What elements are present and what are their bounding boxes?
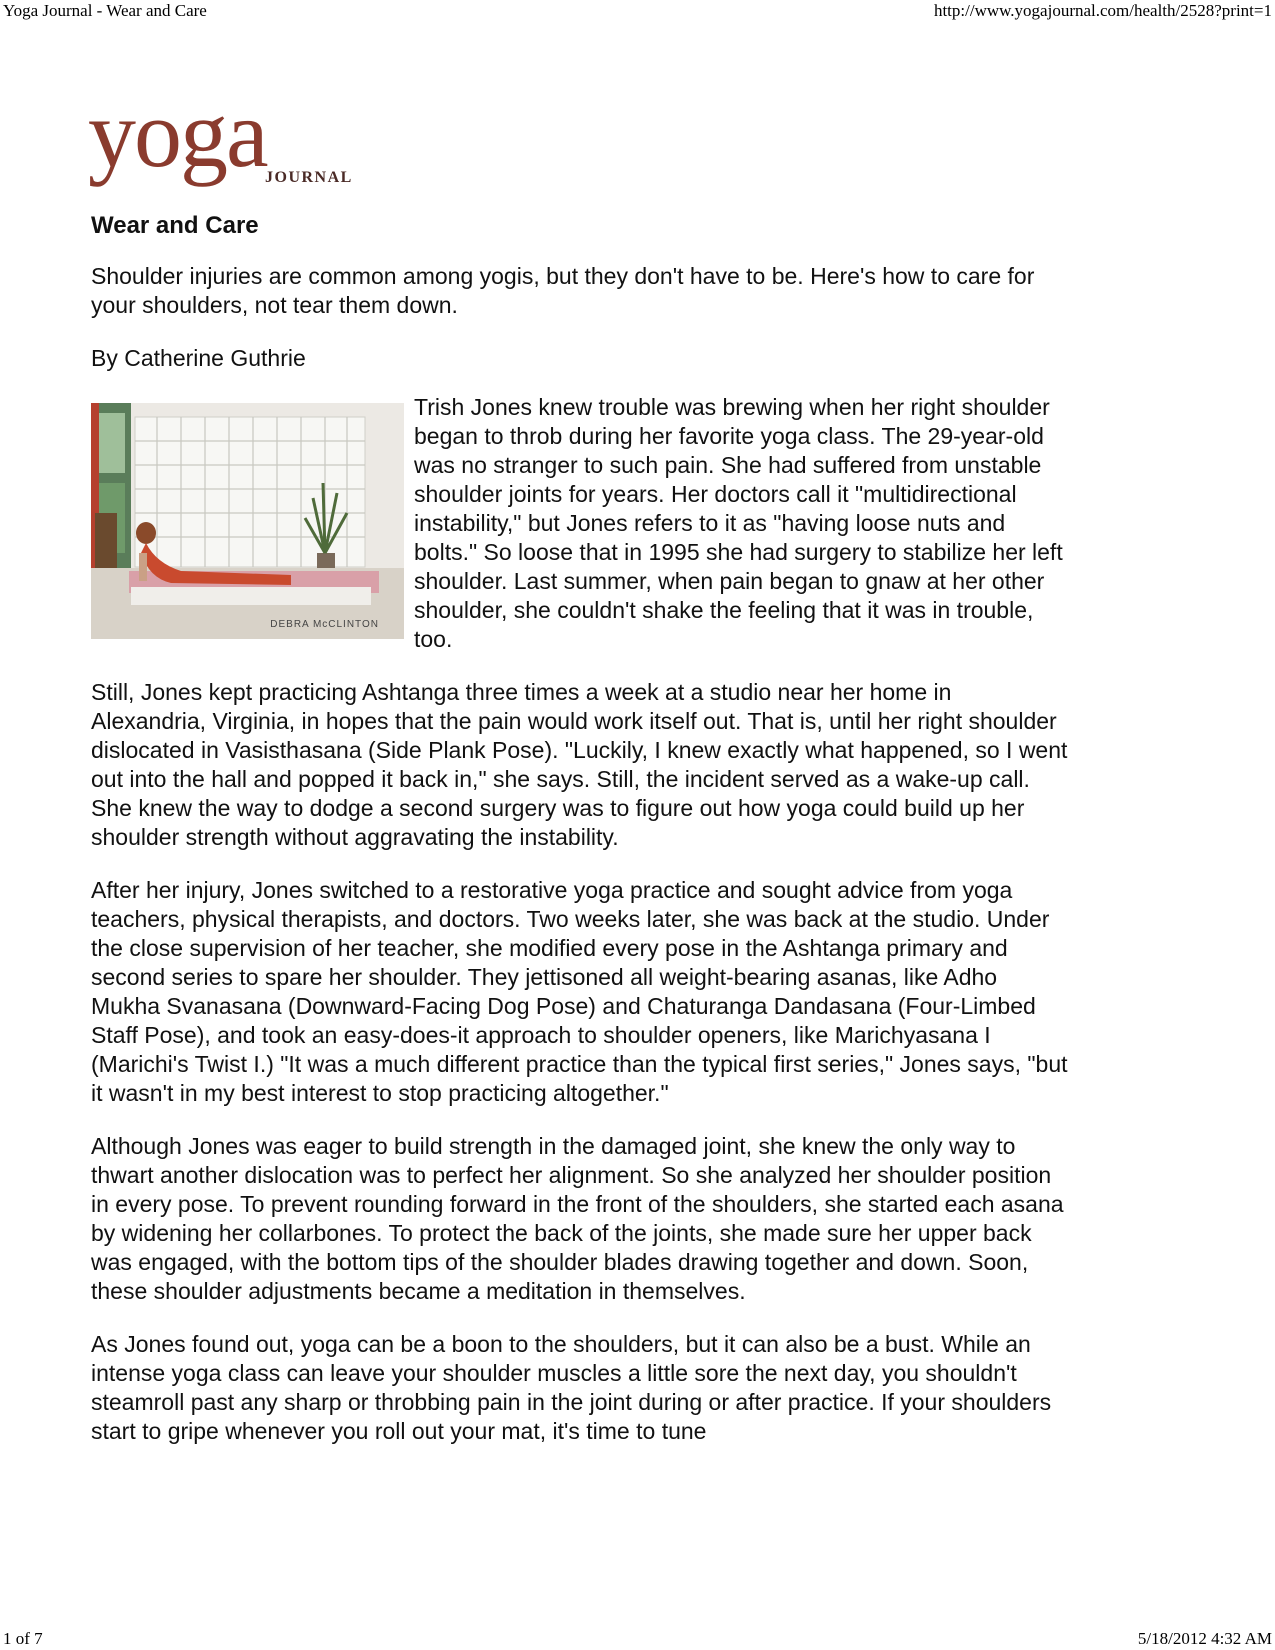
article-byline: By Catherine Guthrie [91,345,306,371]
print-header [0,0,1275,22]
article-title: Wear and Care [91,212,259,239]
article-paragraph-2: Still, Jones kept practicing Ashtanga three times a week at a studio near her home in Alexandria, Virginia, in hopes that the pain would work itself out. That is, until her right shoulder dislocated in Vasisthasana (Side Plank Pose). "Luckily, I knew exactly what happened, so I went out into the hall and popped it back in," she says. Still, the incident served as a wake-up call. She knew the way to dodge a second surgery was to figure out how yoga could build up her shoulder strength without aggravating the instability. [91,679,1068,850]
yoga-journal-logo [88,80,378,200]
page-number: 1 of 7 [3,1629,43,1648]
page-title-header: Yoga Journal - Wear and Care [3,1,207,20]
article-photo [91,403,404,639]
logo-word: yoga [88,80,267,187]
article [91,212,1071,1470]
yoga-pose-illustration [91,403,404,639]
print-datetime: 5/18/2012 4:32 AM [1137,1629,1272,1648]
article-paragraph-3: After her injury, Jones switched to a restorative yoga practice and sought advice from yoga teachers, physical therapists, and doctors. Two weeks later, she was back at the studio. Under the close supervision of her teacher, she modified every pose in the Ashtanga primary and second series to spare her shoulder. They jettisoned all weight-bearing asanas, like Adho Mukha Svanasana (Downward-Facing Dog Pose) and Chaturanga Dandasana (Four-Limbed Staff Pose), and took an easy-does-it approach to shoulder openers, like Marichyasana I (Marichi's Twist I.) "It was a much different practice than the typical first series," Jones says, "but it wasn't in my best interest to stop practicing altogether." [91,877,1068,1106]
logo-sub: JOURNAL [265,169,353,186]
article-paragraph-4: Although Jones was eager to build strength in the damaged joint, she knew the only way to thwart another dislocation was to perfect her alignment. So she analyzed her shoulder position in every pose. To prevent rounding forward in the front of the shoulders, she started each asana by widening her collarbones. To protect the back of the joints, she made sure her upper back was engaged, with the bottom tips of the shoulder blades drawing together and down. Soon, these shoulder adjustments became a meditation in themselves. [91,1133,1064,1304]
article-dek: Shoulder injuries are common among yogis, but they don't have to be. Here's how to care for your shoulders, not tear them down. [91,263,1035,318]
page-url: http://www.yogajournal.com/health/2528?print=1 [933,1,1272,20]
photo-credit: DEBRA McCLINTON [270,619,379,630]
print-footer [0,1628,1275,1650]
article-paragraph-1: Trish Jones knew trouble was brewing when her right shoulder began to throb during her favorite yoga class. The 29-year-old was no stranger to such pain. She had suffered from unstable shoulder joints for years. Her doctors call it "multidirectional instability," but Jones refers to it as "having loose nuts and bolts." So loose that in 1995 she had surgery to stabilize her left shoulder. Last summer, when pain began to gnaw at her other shoulder, she couldn't shake the feeling that it was in trouble, too. [414,394,1063,652]
article-paragraph-5: As Jones found out, yoga can be a boon to the shoulders, but it can also be a bust. While an intense yoga class can leave your shoulder muscles a little sore the next day, you shouldn't steamroll past any sharp or throbbing pain in the joint during or after practice. If your shoulders start to gripe whenever you roll out your mat, it's time to tune [91,1331,1052,1444]
